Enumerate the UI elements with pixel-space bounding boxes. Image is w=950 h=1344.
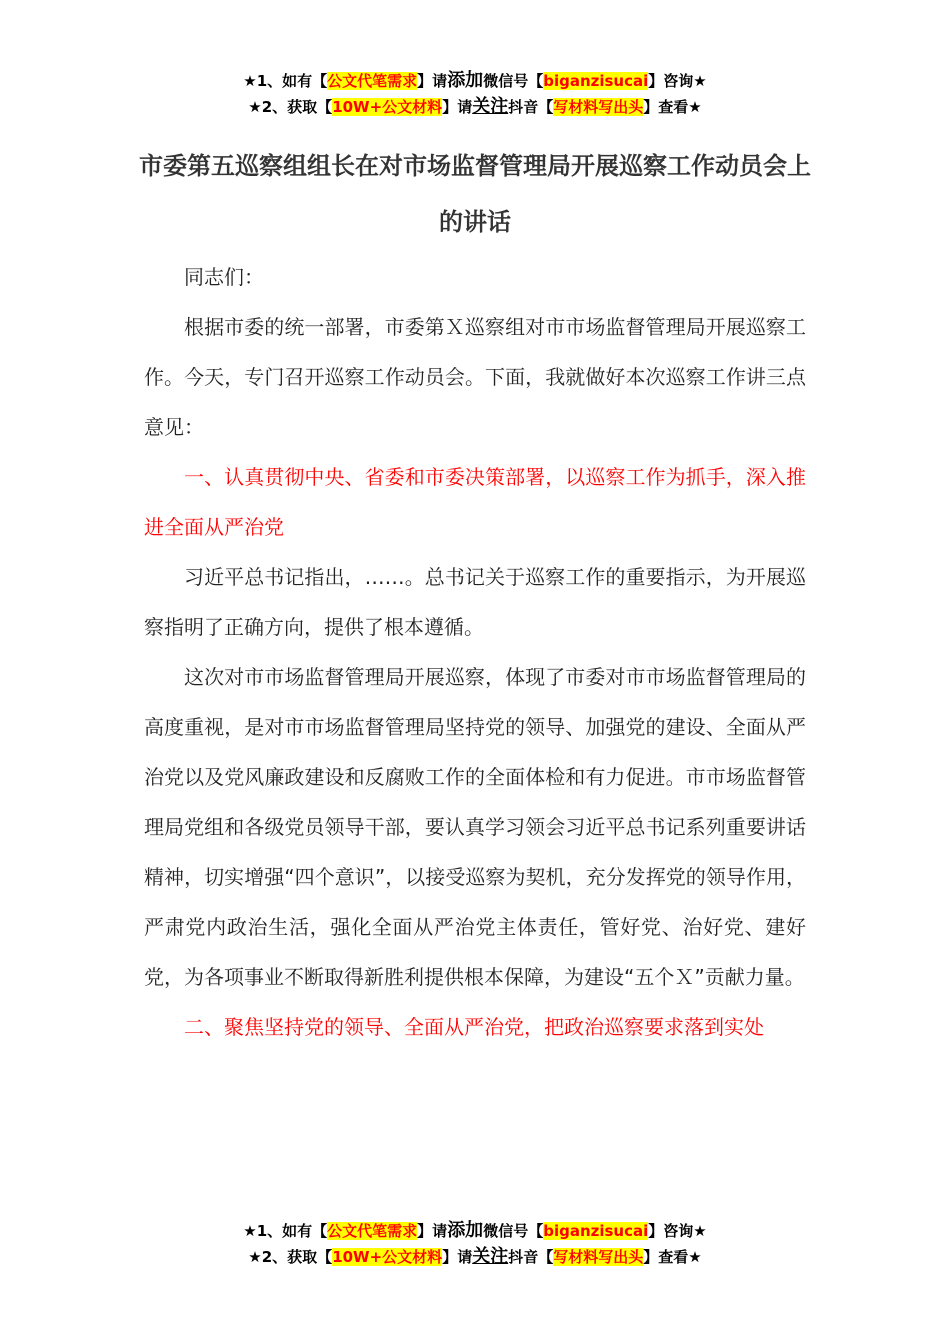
document-body (144, 252, 806, 1052)
banner-highlight-service: 公文代笔需求 (327, 72, 418, 90)
banner-highlight-service: 公文代笔需求 (327, 1222, 418, 1240)
banner-text: 抖音【 (508, 1248, 554, 1266)
banner-text: 】请 (442, 98, 473, 116)
banner-emphasis: 关注 (472, 1246, 509, 1267)
body-paragraph: 根据市委的统一部署，市委第Ｘ巡察组对市市场监督管理局开展巡察工作。今天，专门召开巡察工作动员会。下面，我就做好本次巡察工作讲三点意见： (144, 315, 806, 439)
banner-text: 】查看★ (643, 98, 702, 116)
banner-text: 】咨询★ (648, 1222, 707, 1240)
banner-line-1 (0, 1218, 950, 1244)
banner-text: 】查看★ (643, 1248, 702, 1266)
banner-highlight-douyin-id: 写材料写出头 (553, 98, 644, 116)
footer-banner (0, 1218, 950, 1270)
section-heading-2: 二、聚焦坚持党的领导、全面从严治党，把政治巡察要求落到实处 (184, 1015, 764, 1039)
salutation: 同志们： (184, 265, 264, 289)
banner-text: 】请 (442, 1248, 473, 1266)
banner-text: ★2、获取【 (248, 98, 333, 116)
header-banner (0, 68, 950, 120)
banner-text: 】请 (417, 1222, 448, 1240)
banner-text: 】咨询★ (648, 72, 707, 90)
banner-text: ★2、获取【 (248, 1248, 333, 1266)
banner-emphasis: 添加 (447, 1220, 484, 1241)
banner-highlight-materials: 10W+公文材料 (332, 98, 443, 116)
document-title: 市委第五巡察组组长在对市场监督管理局开展巡察工作动员会上的讲话 (139, 152, 811, 236)
banner-text: 微信号【 (483, 72, 544, 90)
banner-highlight-douyin-id: 写材料写出头 (553, 1248, 644, 1266)
banner-highlight-wechat-id: biganzisucai (543, 1222, 649, 1240)
banner-text: ★1、如有【 (243, 1222, 328, 1240)
banner-emphasis: 关注 (472, 96, 509, 117)
banner-text: 】请 (417, 72, 448, 90)
banner-line-2 (0, 94, 950, 120)
banner-highlight-materials: 10W+公文材料 (332, 1248, 443, 1266)
banner-text: 抖音【 (508, 98, 554, 116)
banner-line-2 (0, 1244, 950, 1270)
section-heading-1: 一、认真贯彻中央、省委和市委决策部署，以巡察工作为抓手，深入推进全面从严治党 (144, 465, 806, 539)
body-paragraph: 这次对市市场监督管理局开展巡察，体现了市委对市市场监督管理局的高度重视，是对市市场监督管理局坚持党的领导、加强党的建设、全面从严治党以及党风廉政建设和反腐败工作的全面体检和有力促进。市市场监督管理局党组和各级党员领导干部，要认真学习领会习近平总书记系列重要讲话精神，切实增强“四个意识”，以接受巡察为契机，充分发挥党的领导作用，严肃党内政治生活，强化全面从严治党主体责任，管好党、治好党、建好党，为各项事业不断取得新胜利提供根本保障，为建设“五个Ｘ”贡献力量。 (144, 665, 806, 989)
banner-text: 微信号【 (483, 1222, 544, 1240)
banner-highlight-wechat-id: biganzisucai (543, 72, 649, 90)
banner-text: ★1、如有【 (243, 72, 328, 90)
banner-line-1 (0, 68, 950, 94)
body-paragraph: 习近平总书记指出，……。总书记关于巡察工作的重要指示，为开展巡察指明了正确方向，提供了根本遵循。 (144, 565, 806, 639)
banner-emphasis: 添加 (447, 70, 484, 91)
